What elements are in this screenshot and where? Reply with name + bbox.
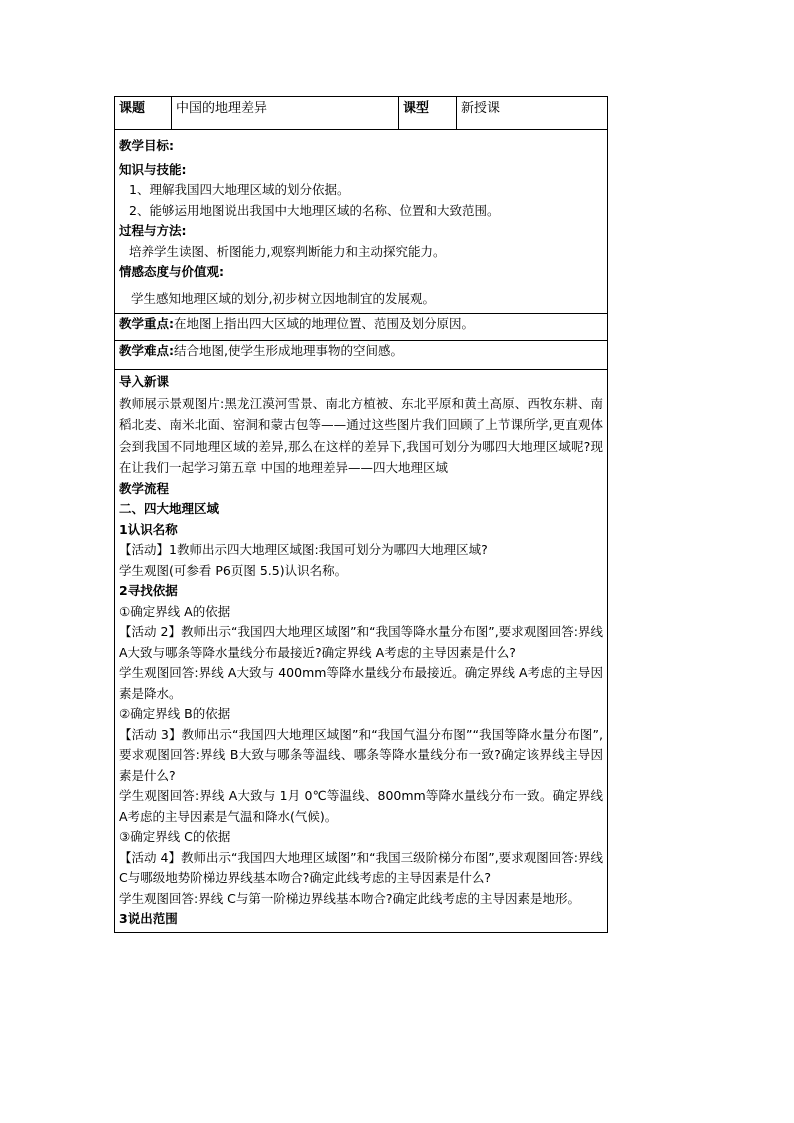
header-row [115,97,608,130]
step-1-title: 1认识名称 [119,521,178,537]
objectives-title: 教学目标: [119,138,174,153]
intro-text: 教师展示景观图片:黑龙江漠河雪景、南北方植被、东北平原和黄土高原、西牧东耕、南稻北麦、南米北面、窑洞和蒙古包等——通过这些图片我们回顾了上节课所学,更直观体会到我国不同地理区域的差异,那么在这样的差异下,我国可划分为哪四大地理区域呢?现在让我们一起学习第五章 中国的地理差异——四大地理区域 [119,395,603,475]
activity-4: 【活动 4】教师出示“我国四大地理区域图”和“我国三级阶梯分布图”,要求观图回答:界线 C与哪级地势阶梯边界线基本吻合?确定此线考虑的主导因素是什么? [119,849,603,885]
boundary-b-title: ②确定界线 B的依据 [119,706,231,721]
key-points-row [115,314,608,341]
process-title: 过程与方法: [119,223,187,238]
key-points-label: 教学重点: [119,316,174,331]
difficulties-row [115,341,608,370]
knowledge-title: 知识与技能: [119,161,187,177]
difficulties-label: 教学难点: [119,343,174,358]
knowledge-item-1: 1、理解我国四大地理区域的划分依据。 [129,182,350,197]
activity-3-answer: 学生观图回答:界线 A大致与 1月 0℃等温线、800mm等降水量线分布一致。确定界线 A考虑的主导因素是气温和降水(气候)。 [119,788,603,824]
lesson-plan-sheet [114,96,607,933]
process-text: 培养学生读图、析图能力,观察判断能力和主动探究能力。 [129,243,446,259]
emotion-title: 情感态度与价值观: [119,264,224,279]
activity-1: 【活动】1教师出示四大地理区域图:我国可划分为哪四大地理区域? [119,542,488,557]
intro-title: 导入新课 [119,374,170,389]
type-label: 课型 [399,97,457,130]
boundary-a-title: ①确定界线 A的依据 [119,603,231,619]
step-3-title: 3说出范围 [119,911,178,926]
topic-value: 中国的地理差异 [172,97,399,130]
knowledge-item-2: 2、能够运用地图说出我国中大地理区域的名称、位置和大致范围。 [129,202,500,218]
activity-4-answer: 学生观图回答:界线 C与第一阶梯边界线基本吻合?确定此线考虑的主导因素是地形。 [119,890,581,906]
teaching-process-row [115,370,608,933]
key-points-text: 在地图上指出四大区域的地理位置、范围及划分原因。 [174,316,475,331]
activity-2: 【活动 2】教师出示“我国四大地理区域图”和“我国等降水量分布图”,要求观图回答:界线 A大致与哪条等降水量线分布最接近?确定界线 A考虑的主导因素是什么? [119,624,603,660]
activity-1-answer: 学生观图(可参看 P6页图 5.5)认识名称。 [119,562,348,578]
topic-label: 课题 [115,97,172,130]
objectives-row [115,130,608,314]
difficulties-text: 结合地图,使学生形成地理事物的空间感。 [174,343,403,358]
flow-title: 教学流程 [119,480,170,496]
lesson-plan-table [114,96,608,933]
type-value: 新授课 [457,97,608,130]
step-2-title: 2寻找依据 [119,583,178,598]
boundary-c-title: ③确定界线 C的依据 [119,829,231,844]
emotion-text: 学生感知地理区域的划分,初步树立因地制宜的发展观。 [131,290,435,306]
section-title: 二、四大地理区域 [119,501,220,516]
activity-3: 【活动 3】教师出示“我国四大地理区域图”和“我国气温分布图”“我国等降水量分布图”,要求观图回答:界线 B大致与哪条等温线、哪条等降水量线分布一致?确定该界线主导因素是什么? [119,726,603,783]
activity-2-answer: 学生观图回答:界线 A大致与 400mm等降水量线分布最接近。确定界线 A考虑的主导因素是降水。 [119,665,603,701]
